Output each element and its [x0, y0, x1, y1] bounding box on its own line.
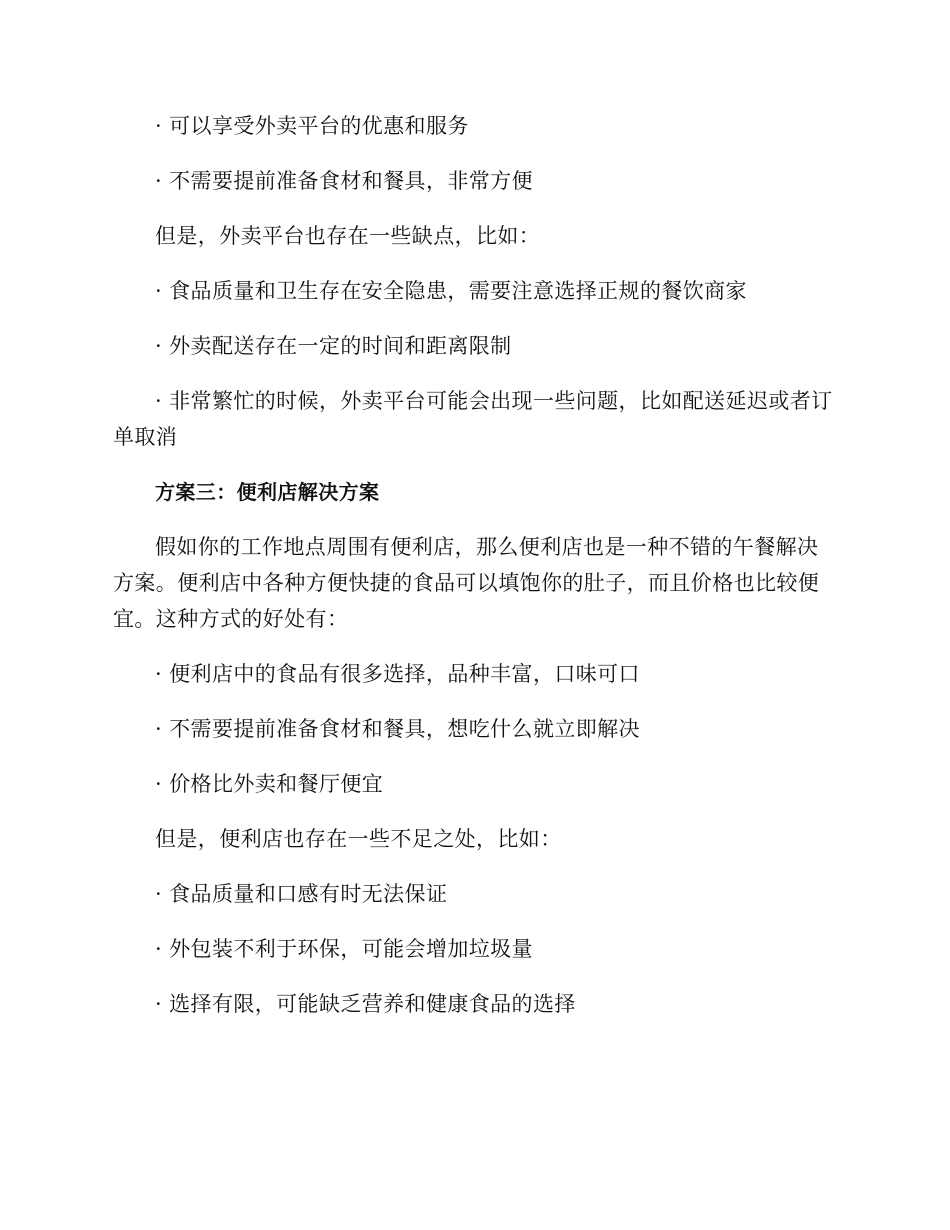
document-body: [113, 108, 837, 1041]
takeout-drawbacks-intro: 但是，外卖平台也存在一些缺点，比如：: [155, 224, 541, 248]
bullet-store-cheaper: · 价格比外卖和餐厅便宜: [155, 772, 384, 796]
store-drawbacks-intro: 但是，便利店也存在一些不足之处，比如：: [155, 827, 562, 851]
bullet-takeout-no-prep: · 不需要提前准备食材和餐具，非常方便: [155, 169, 533, 193]
bullet-store-packaging: · 外包装不利于环保，可能会增加垃圾量: [155, 937, 533, 961]
bullet-store-quality: · 食品质量和口感有时无法保证: [155, 882, 448, 906]
bullet-store-variety: · 便利店中的食品有很多选择，品种丰富，口味可口: [155, 662, 640, 686]
bullet-takeout-food-safety: · 食品质量和卫生存在安全隐患，需要注意选择正规的餐饮商家: [155, 279, 747, 303]
bullet-takeout-discounts: · 可以享受外卖平台的优惠和服务: [155, 114, 469, 138]
section-heading-plan-three: 方案三：便利店解决方案: [155, 480, 380, 504]
bullet-store-no-prep: · 不需要提前准备食材和餐具，想吃什么就立即解决: [155, 717, 640, 741]
convenience-store-intro: 假如你的工作地点周围有便利店，那么便利店也是一种不错的午餐解决方案。便利店中各种方便快捷的食品可以填饱你的肚子，而且价格也比较便宜。这种方式的好处有：: [113, 535, 820, 631]
bullet-takeout-busy-issues: · 非常繁忙的时候，外卖平台可能会出现一些问题，比如配送延迟或者订单取消: [113, 389, 833, 449]
bullet-store-limited-choice: · 选择有限，可能缺乏营养和健康食品的选择: [155, 992, 576, 1016]
bullet-takeout-delivery-limits: · 外卖配送存在一定的时间和距离限制: [155, 334, 512, 358]
